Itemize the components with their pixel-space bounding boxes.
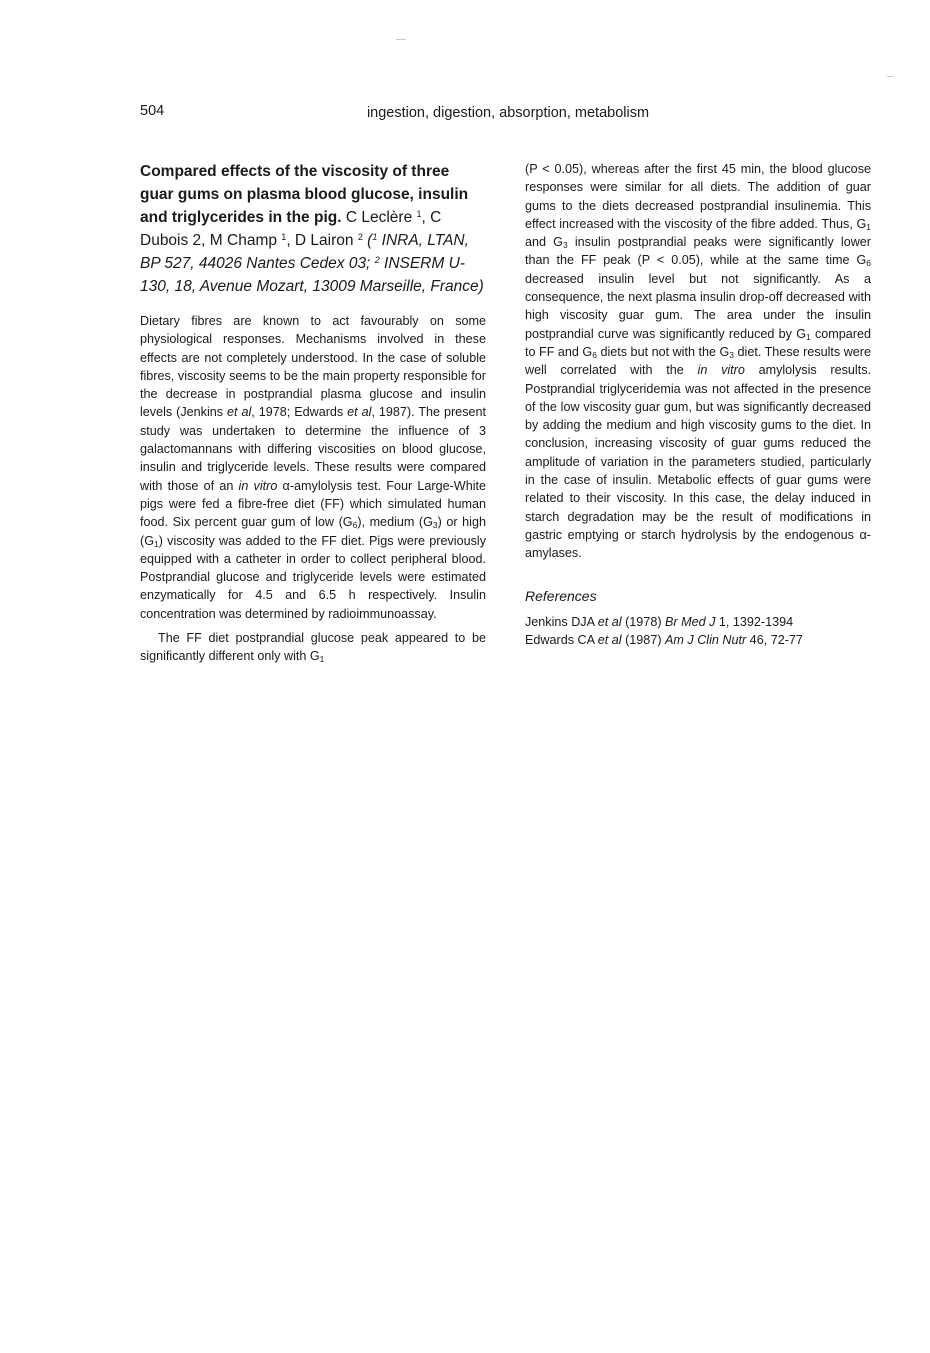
scan-mark — [396, 39, 406, 40]
body-paragraph: Dietary fibres are known to act favourably on some physiological responses. Mechanisms involved in these effects are not completely understood. In the case of soluble fibres, viscosity seems to be the main property responsible for the decrease in postprandial plasma glucose and insulin levels (Jenkins et al, 1978; Edwards et al, 1987). The present study was undertaken to determine the influence of 3 galactomannans with differing viscosities on blood glucose, insulin and triglyceride levels. These results were compared with those of an in vitro α-amylolysis test. Four Large-White pigs were fed a fibre-free diet (FF) which simulated human food. Six percent guar gum of low $(G_6)$, medium $(G_3)$ or high $(G_1)$ viscosity was added to the FF diet. Pigs were previously equipped with a catheter in order to collect peripheral blood. Postprandial glucose and triglyceride levels were estimated enzymatically for 4.5 and 6.5 h respectively. Insulin concentration was determined by radioimmunoassay. — [140, 314, 487, 621]
left-column — [140, 160, 486, 666]
affiliations: ($^1$ INRA, LTAN, BP 527, 44026 Nantes Cedex 03; $^2$ INSERM U-130, 18, Avenue Mozart, 13009 Marseille, France) — [140, 232, 484, 295]
body-paragraph: (P < 0.05), whereas after the first 45 min, the blood glucose responses were similar for all diets. The addition of guar gums to the diets decreased postprandial insulinemia. This effect increased with the viscosity of the fibre added. Thus, $G_1$ and $G_3$ insulin postprandial peaks were significantly lower than the FF peak (P < 0.05), while at the same time $G_6$ decreased insulin level but not significantly. As a consequence, the next plasma insulin drop-off decreased with high viscosity guar gum. The area under the insulin postprandial curve was significantly reduced by $G_1$ compared to FF and $G_6$ diets but not with the $G_3$ diet. These results were well correlated with the in vitro amylolysis results. Postprandial triglyceridemia was not affected in the presence of the low viscosity guar gum, but was significantly decreased by adding the medium and high viscosity gums to the diet. In conclusion, increasing viscosity of guar gums reduced the amplitude of variation in the parameters studied, particularly in the case of insulin. Metabolic effects of guar gums were related to their viscosity. In this case, the delay induced in starch degradation may be the result of modifications in gastric emptying or starch hydrolysis by the endogenous α-amylases. — [525, 162, 872, 561]
article-title: Compared effects of the viscosity of three guar gums on plasma blood glucose, insulin and triglycerides in the pig. — [140, 163, 469, 226]
reference-item: Edwards CA et al (1987) Am J Clin Nutr 46, 72-77 — [525, 633, 803, 648]
right-column — [525, 160, 871, 649]
running-head: ingestion, digestion, absorption, metabolism — [366, 105, 650, 121]
references-heading: References — [525, 587, 597, 604]
scan-mark — [887, 76, 893, 77]
authors: C Leclère $^1$, C Dubois 2, M Champ $^1$, D Lairon $^2$ — [140, 209, 442, 249]
page-number: 504 — [140, 103, 165, 119]
body-paragraph: The FF diet postprandial glucose peak appeared to be significantly different only with $G_1$ — [140, 631, 486, 665]
article-heading — [140, 160, 486, 298]
reference-item: Jenkins DJA et al (1978) Br Med J 1, 1392-1394 — [525, 614, 794, 629]
